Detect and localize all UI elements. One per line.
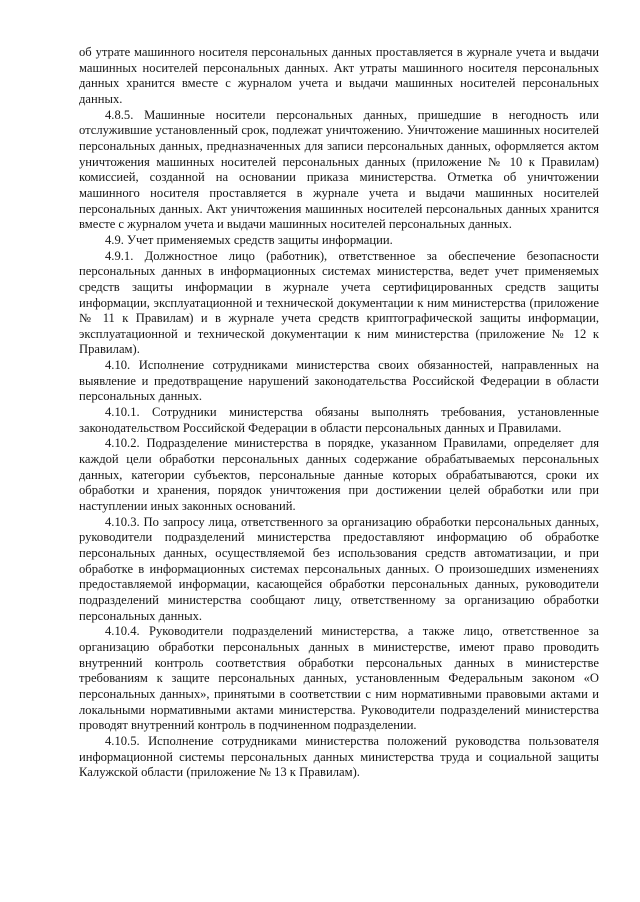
paragraph-4-10: 4.10. Исполнение сотрудниками министерства своих обязанностей, направленных на выявление и предотвращение нарушений законодательства Российской Федерации в области персональных данных. [79, 358, 599, 404]
paragraph-4-9-1: 4.9.1. Должностное лицо (работник), ответственное за обеспечение безопасности персональных данных в информационных системах министерства, ведет учет применяемых средств защиты информации в журнале учета сертифицированных средств защиты информации, эксплуатационной и технической документации к ним министерства (приложение № 11 к Правилам) и в журнале учета средств криптографической защиты информации, эксплуатационной и технической документации к ним министерства (приложение № 12 к Правилам). [79, 248, 599, 357]
paragraph-4-10-5: 4.10.5. Исполнение сотрудниками министерства положений руководства пользователя информационной системы персональных данных министерства труда и социальной защиты Калужской области (приложение № 13 к Правилам). [79, 733, 599, 780]
paragraph-4-8-5: 4.8.5. Машинные носители персональных данных, пришедшие в негодность или отслужившие установленный срок, подлежат уничтожению. Уничтожение машинных носителей персональных данных, предназначенных для записи персональных данных, оформляется актом уничтожения машинных носителей персональных данных (приложение № 10 к Правилам) комиссией, созданной на основании приказа министерства. Отметка об уничтожении машинного носителя проставляется в журнале учета и выдачи машинных носителей персональных данных. Акт уничтожения машинных носителей персональных данных хранится вместе с журналом учета и выдачи машинных носителей персональных данных. [79, 107, 599, 232]
paragraph-4-10-4: 4.10.4. Руководители подразделений министерства, а также лицо, ответственное за организацию обработки персональных данных в министерстве, имеют право проводить внутренний контроль соответствия обработки персональных данных в министерстве требованиям к защите персональных данных, установленным Федеральным законом «О персональных данных», принятыми в соответствии с ним нормативными правовыми актами и локальными нормативными актами министерства. Руководители подразделений министерства проводят внутренний контроль в подчиненном подразделении. [79, 624, 599, 733]
paragraph-4-10-1: 4.10.1. Сотрудники министерства обязаны выполнять требования, установленные законодательством Российской Федерации в области персональных данных и Правилами. [79, 405, 599, 435]
document-body [79, 45, 599, 781]
paragraph-4-9: 4.9. Учет применяемых средств защиты информации. [105, 232, 393, 247]
paragraph-4-10-3: 4.10.3. По запросу лица, ответственного за организацию обработки персональных данных, руководители подразделений министерства предоставляют информацию об обработке персональных данных, осуществляемой без использования средств автоматизации, и при обработке в информационных системах персональных данных. О произошедших изменениях предоставляемой информации, касающейся обработки персональных данных, руководители подразделений министерства сообщают лицу, ответственному за организацию обработки персональных данных. [79, 514, 599, 623]
paragraph-4-10-2: 4.10.2. Подразделение министерства в порядке, указанном Правилами, определяет для каждой цели обработки персональных данных содержание обрабатываемых персональных данных, категории субъектов, персональные данные которых обрабатываются, сроки их обработки и хранения, порядок уничтожения при достижении целей обработки или при наступлении иных законных оснований. [79, 436, 599, 514]
paragraph-continuation: об утрате машинного носителя персональных данных проставляется в журнале учета и выдачи машинных носителей персональных данных. Акт утраты машинного носителя персональных данных хранится вместе с журналом учета и выдачи машинных носителей персональных данных. [79, 45, 599, 106]
